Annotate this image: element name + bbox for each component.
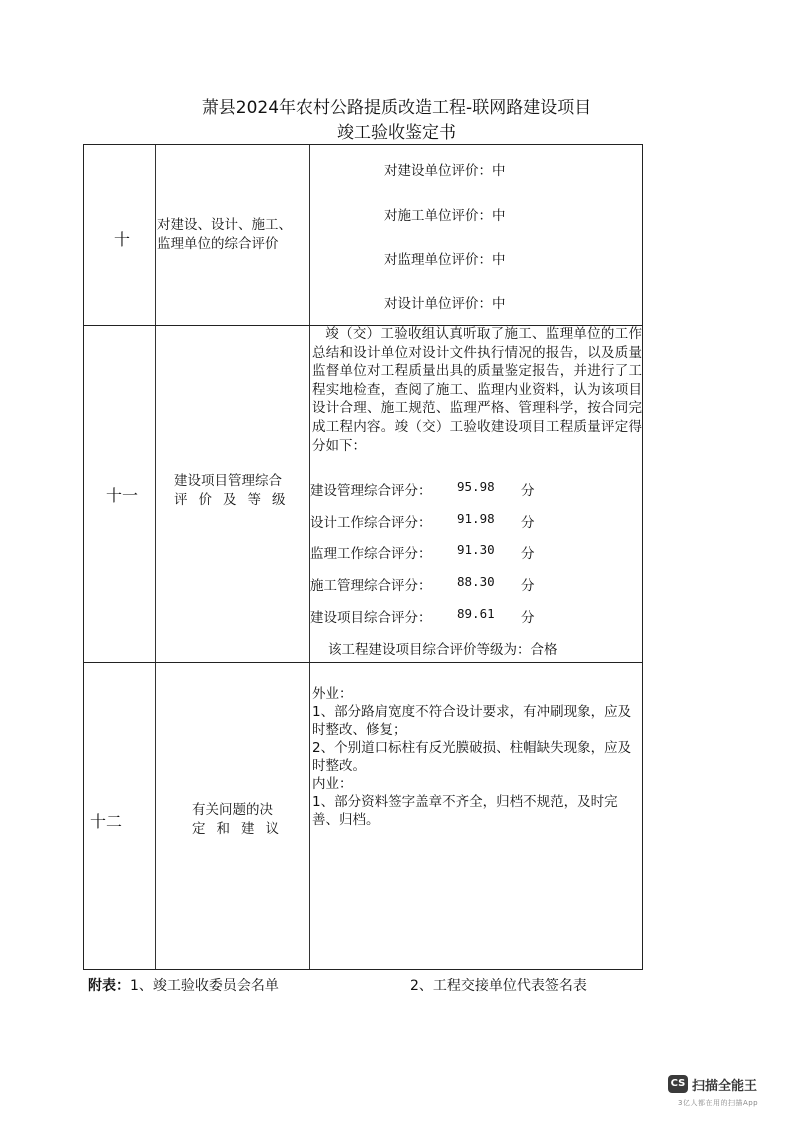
issues-line: 1、部分路肩宽度不符合设计要求，有冲刷现象，应及时整改、修复； — [312, 704, 632, 738]
score-unit: 分 — [521, 515, 535, 531]
scanner-watermark — [668, 1072, 783, 1112]
evaluation-supervision-unit: 对监理单位评价：中 — [384, 252, 506, 268]
row-item-12-line2: 定和建议 — [192, 821, 290, 837]
score-unit: 分 — [521, 610, 535, 626]
row-number-10: 十 — [114, 230, 131, 249]
document-title: 萧县2024年农村公路提质改造工程-联网路建设项目 — [201, 98, 592, 118]
row-item-10-line2: 监理单位的综合评价 — [157, 236, 279, 252]
score-row — [310, 511, 610, 531]
score-value: 91.30 — [457, 542, 495, 557]
score-row — [310, 479, 610, 499]
footer-label: 附表： — [88, 978, 130, 994]
score-row — [310, 574, 610, 594]
score-value: 89.61 — [457, 606, 495, 621]
score-row — [310, 542, 610, 562]
attachment-1: 1、竣工验收委员会名单 — [130, 978, 279, 994]
acceptance-table — [83, 144, 643, 970]
attachment-2: 2、工程交接单位代表签名表 — [410, 978, 587, 994]
score-label: 施工管理综合评分： — [310, 578, 432, 594]
camscanner-logo-icon: CS — [668, 1075, 688, 1093]
column-divider-1 — [155, 145, 156, 969]
issues-line: 1、部分资料签字盖章不齐全，归档不规范，及时完善、归档。 — [312, 794, 618, 828]
issues-line: 外业： — [312, 686, 353, 702]
issues-and-recommendations — [312, 685, 638, 829]
row-item-11-line2: 评价及等级 — [174, 492, 297, 508]
score-unit: 分 — [521, 546, 535, 562]
evaluation-construction-unit: 对建设单位评价：中 — [384, 163, 506, 179]
watermark-name: 扫描全能王 — [692, 1079, 758, 1094]
score-value: 95.98 — [457, 479, 495, 494]
score-label: 设计工作综合评分： — [310, 515, 432, 531]
score-unit: 分 — [521, 483, 535, 499]
evaluation-design-unit: 对设计单位评价：中 — [384, 296, 506, 312]
row-item-12-line1: 有关问题的决 — [192, 802, 273, 818]
row-item-11-line1: 建设项目管理综合 — [174, 473, 282, 489]
row-item-12 — [192, 801, 302, 839]
score-row — [310, 606, 610, 626]
overall-grade: 该工程建设项目综合评价等级为：合格 — [328, 642, 558, 658]
watermark-tagline: 3亿人都在用的扫描App — [678, 1099, 759, 1107]
score-label: 建设项目综合评分： — [310, 610, 432, 626]
row-item-10 — [157, 216, 309, 254]
score-value: 88.30 — [457, 574, 495, 589]
acceptance-summary-text: 竣（交）工验收组认真听取了施工、监理单位的工作总结和设计单位对设计文件执行情况的报告，以及质量监督单位对工程质量出具的质量鉴定报告，并进行了工程实地检查，查阅了施工、监理内业资料，认为该项目设计合理、施工规范、监理严格、管理科学，按合同完成工程内容。竣（交）工验收建设项目工程质量评定得分如下： — [312, 326, 642, 454]
row-divider-2 — [84, 662, 642, 663]
row-item-10-line1: 对建设、设计、施工、 — [157, 217, 292, 233]
score-label: 监理工作综合评分： — [310, 546, 432, 562]
row-number-11: 十一 — [106, 486, 139, 505]
issues-line: 2、个别道口标柱有反光膜破损、柱帽缺失现象，应及时整改。 — [312, 740, 632, 774]
footer-attachments — [88, 975, 279, 995]
document-subtitle: 竣工验收鉴定书 — [337, 123, 456, 143]
issues-line: 内业： — [312, 776, 353, 792]
score-value: 91.98 — [457, 511, 495, 526]
score-label: 建设管理综合评分： — [310, 483, 432, 499]
evaluation-contractor-unit: 对施工单位评价：中 — [384, 208, 506, 224]
acceptance-summary-paragraph — [312, 325, 642, 455]
row-number-12: 十二 — [90, 812, 123, 831]
score-unit: 分 — [521, 578, 535, 594]
row-item-11 — [174, 472, 309, 510]
